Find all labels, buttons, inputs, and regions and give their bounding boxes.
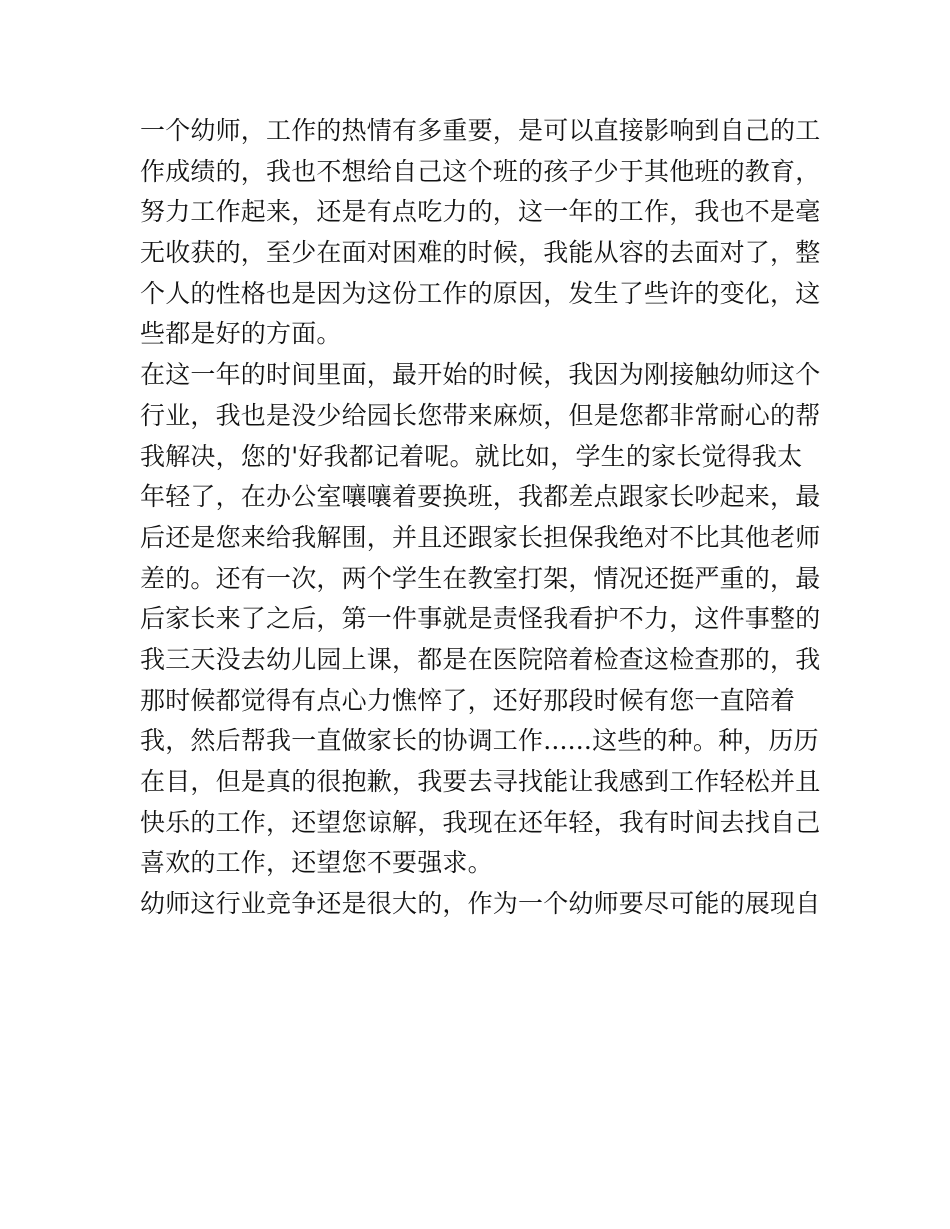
text-line: 后还是您来给我解围，并且还跟家长担保我绝对不比其他老师 — [140, 522, 821, 552]
text-line: 那时候都觉得有点心力憔悴了，还好那段时候有您一直陪着 — [140, 685, 796, 715]
body-text — [140, 111, 820, 925]
text-line: 幼师这行业竞争还是很大的，作为一个幼师要尽可能的展现自 — [140, 889, 821, 919]
text-line: 我解决，您的'好我都记着呢。就比如，学生的家长觉得我太 — [140, 441, 803, 471]
text-line: 作成绩的，我也不想给自己这个班的孩子少于其他班的教育， — [140, 156, 821, 186]
text-line: 在这一年的时间里面，最开始的时候，我因为刚接触幼师这个 — [140, 360, 821, 390]
text-line: 快乐的工作，还望您谅解，我现在还年轻，我有时间去找自己 — [140, 807, 821, 837]
text-line: 后家长来了之后，第一件事就是责怪我看护不力，这件事整的 — [140, 604, 821, 634]
text-line: 在目，但是真的很抱歉，我要去寻找能让我感到工作轻松并且 — [140, 767, 821, 796]
text-line: 努力工作起来，还是有点吃力的，这一年的工作，我也不是毫 — [140, 197, 821, 227]
text-line: 喜欢的工作，还望您不要强求。 — [140, 848, 493, 878]
text-line: 差的。还有一次，两个学生在教室打架，情况还挺严重的，最 — [140, 563, 821, 593]
text-line: 些都是好的方面。 — [140, 319, 342, 349]
text-line: 我三天没去幼儿园上课，都是在医院陪着检查这检查那的，我 — [140, 644, 821, 674]
text-line: 一个幼师，工作的热情有多重要，是可以直接影响到自己的工 — [140, 116, 821, 145]
text-line: 个人的性格也是因为这份工作的原因，发生了些许的变化，这 — [140, 278, 821, 308]
text-line: 无收获的，至少在面对困难的时候，我能从容的去面对了，整 — [140, 238, 821, 268]
text-line: 我，然后帮我一直做家长的协调工作......这些的种。种，历历 — [140, 726, 819, 756]
text-line: 年轻了，在办公室嚷嚷着要换班，我都差点跟家长吵起来，最 — [140, 482, 821, 512]
text-line: 行业，我也是没少给园长您带来麻烦，但是您都非常耐心的帮 — [140, 400, 821, 430]
